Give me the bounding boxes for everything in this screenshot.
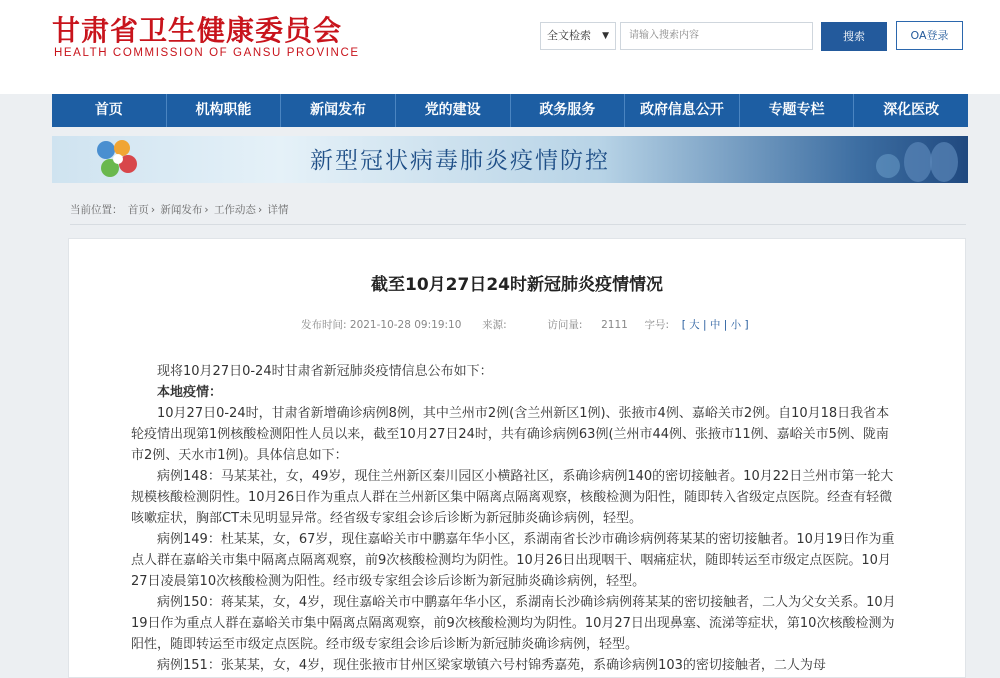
nav-item-topics[interactable]: 专题专栏 — [740, 94, 855, 127]
views-count: 2111 — [601, 319, 628, 331]
covid-banner[interactable] — [52, 136, 968, 183]
article-paragraph: 10月27日0-24时，甘肃省新增确诊病例8例，其中兰州市2例(含兰州新区1例)、张掖市4例、嘉峪关市2例。自10月18日我省本轮疫情出现第1例核酸检测阳性人员以来，截至10月27日24时，共有确诊病例63例(兰州市44例、张掖市11例、嘉峪关市5例、陇南市2例、天水市1例)。具体信息如下： — [131, 406, 890, 463]
article-paragraph: 病例151：张某某，女，4岁，现住张掖市甘州区梁家墩镇六号村锦秀嘉苑，系确诊病例103的密切接触者，二人为母 — [157, 658, 826, 673]
nav-item-organization[interactable]: 机构职能 — [167, 94, 282, 127]
nav-item-news[interactable]: 新闻发布 — [281, 94, 396, 127]
search-button[interactable]: 搜索 — [821, 22, 887, 51]
source-label: 来源: — [482, 319, 507, 331]
banner-title: 新型冠状病毒肺炎疫情防控 — [310, 148, 610, 174]
breadcrumb-work[interactable]: 工作动态 — [213, 204, 256, 216]
nav-item-party[interactable]: 党的建设 — [396, 94, 511, 127]
article-paragraph: 病例149：杜某某，女，67岁，现住嘉峪关市中鹏嘉年华小区，系湖南省长沙市确诊病例蒋某某的密切接触者。10月19日作为重点人群在嘉峪关市集中隔离点隔离观察，前9次核酸检测均为阴性。10月26日出现咽干、咽痛症状，随即转运至市级定点医院。10月27日凌晨第10次核酸检测为阳性。经市级专家组会诊后诊断为新冠肺炎确诊病例，轻型。 — [131, 532, 895, 589]
site-header — [0, 0, 1000, 94]
site-logo-english: HEALTH COMMISSION OF GANSU PROVINCE — [54, 47, 360, 59]
font-size-small[interactable]: 小 — [730, 319, 742, 331]
article-paragraph: 病例148：马某某社，女，49岁，现住兰州新区秦川园区小横路社区，系确诊病例140的密切接触者。10月22日兰州市第一轮大规模核酸检测阴性。10月26日作为重点人群在兰州新区集中隔离点隔离观察，核酸检测为阳性，随即转入省级定点医院。经查有轻微咳嗽症状，胸部CT未见明显异常。经省级专家组会诊后诊断为新冠肺炎确诊病例，轻型。 — [131, 469, 894, 526]
breadcrumb-divider — [70, 224, 966, 225]
font-size-medium[interactable]: 中 — [709, 319, 721, 331]
main-nav — [52, 94, 968, 127]
nav-item-home[interactable]: 首页 — [52, 94, 167, 127]
views-label: 访问量: — [547, 319, 583, 331]
breadcrumb-separator: › — [150, 204, 156, 216]
breadcrumb-news[interactable]: 新闻发布 — [160, 204, 203, 216]
breadcrumb-separator: › — [204, 204, 209, 216]
article-meta: 发布时间: 2021-10-28 09:19:10 来源: 访问量: 2111 字号: [ 大 | 中 | 小 ] — [301, 319, 749, 331]
article-body — [131, 361, 897, 676]
lungs-illustration-icon — [858, 136, 968, 183]
publish-label: 发布时间: — [301, 319, 347, 331]
article-paragraph: 现将10月27日0-24时甘肃省新冠肺炎疫情信息公布如下： — [157, 364, 493, 379]
font-size-large[interactable]: 大 — [689, 319, 700, 331]
fontsize-label: 字号: — [644, 319, 670, 331]
search-scope-value: 全文检索 — [547, 29, 591, 42]
chevron-down-icon: ▼ — [602, 31, 609, 41]
article-card — [68, 238, 966, 678]
virus-logo-icon — [88, 138, 144, 182]
breadcrumb-home[interactable]: 首页 — [127, 204, 149, 216]
oa-login-button[interactable]: OA登录 — [896, 21, 963, 50]
publish-time: 2021-10-28 09:19:10 — [349, 319, 462, 331]
nav-item-reform[interactable]: 深化医改 — [883, 102, 940, 118]
article-paragraph: 病例150：蒋某某，女，4岁，现住嘉峪关市中鹏嘉年华小区，系湖南长沙确诊病例蒋某某的密切接触者，二人为父女关系。10月19日作为重点人群在嘉峪关市集中隔离点隔离观察，前9次核酸检测均为阴性。10月27日出现鼻塞、流涕等症状，第10次核酸检测为阳性，随即转运至市级定点医院。经市级专家组会诊后诊断为新冠肺炎确诊病例，轻型。 — [131, 595, 896, 652]
breadcrumb-prefix: 当前位置： — [70, 204, 123, 216]
article-title: 截至10月27日24时新冠肺炎疫情情况 — [371, 275, 663, 295]
search-scope-select[interactable] — [540, 22, 616, 50]
site-logo[interactable]: 甘肃省卫生健康委员会 — [52, 14, 343, 47]
nav-item-disclosure[interactable]: 政府信息公开 — [625, 94, 740, 127]
breadcrumb-separator: › — [257, 204, 263, 216]
nav-item-services[interactable]: 政务服务 — [511, 94, 626, 127]
article-subheading: 本地疫情： — [157, 385, 223, 400]
breadcrumb — [70, 202, 290, 217]
breadcrumb-detail: 详情 — [267, 204, 289, 216]
search-input[interactable]: 请输入搜索内容 — [620, 22, 813, 50]
